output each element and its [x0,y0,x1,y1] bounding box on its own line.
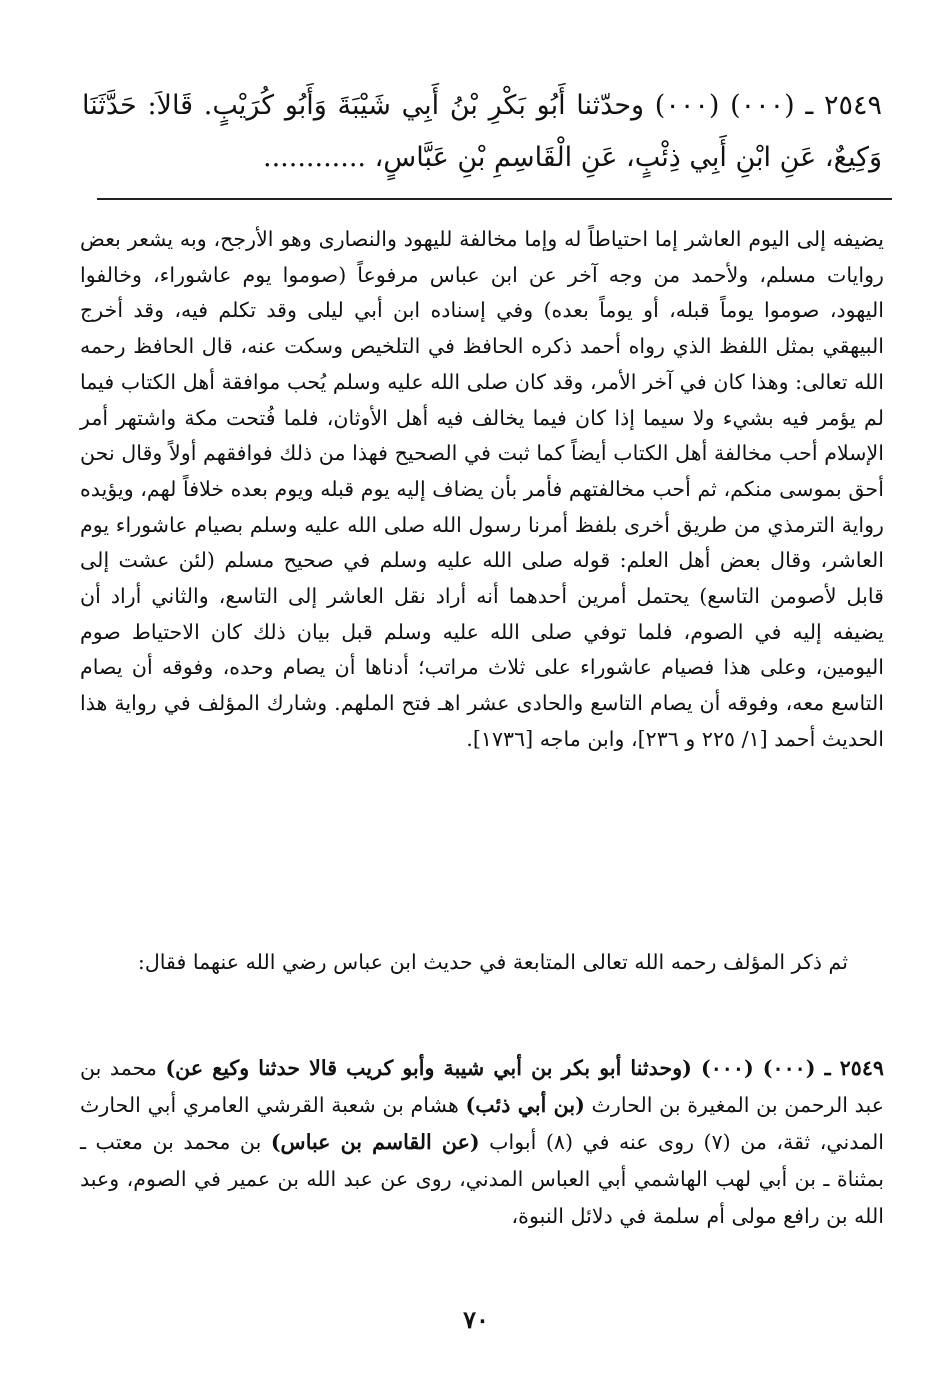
commentary-block [80,222,884,758]
top-hadith-text [82,80,882,184]
chain-text-2: هشام بن شعبة القرشي العامري أبي الحارث المدني، ثقة، من (٧) روى عنه في (٨) أبواب [80,1093,884,1154]
commentary-paragraph: يضيفه إلى اليوم العاشر إما احتياطاً له وإما مخالفة لليهود والنصارى وهو الأرجح، وبه يشعر بعض روايات مسلم، ولأحمد من وجه آخر عن ابن عباس مرفوعاً (صوموا يوم عاشوراء، وخالفوا اليهود، صوموا يوماً قبله، أو يوماً بعده) وفي إسناده ابن أبي ليلى وقد تكلم فيه، وقد أخرج البيهقي بمثل اللفظ الذي رواه أحمد ذكره الحافظ في التلخيص وسكت عنه، قال الحافظ رحمه الله تعالى: وهذا كان في آخر الأمر، وقد كان صلى الله عليه وسلم يُحب موافقة أهل الكتاب فيما لم يؤمر فيه بشيء ولا سيما إذا كان فيما يخالف فيه أهل الأوثان، فلما فُتحت مكة واشتهر أمر الإسلام أحب مخالفة أهل الكتاب أيضاً كما ثبت في الصحيح فهذا من ذلك فوافقهم أولاً وقال نحن أحق بموسى منكم، ثم أحب مخالفتهم فأمر بأن يضاف إليه يوم قبله ويوم بعده خلافاً لهم، ويؤيده رواية الترمذي من طريق أخرى بلفظ أمرنا رسول الله صلى الله عليه وسلم بصيام عاشوراء يوم العاشر، وقال بعض أهل العلم: قوله صلى الله عليه وسلم في صحيح مسلم (لئن عشت إلى قابل لأصومن التاسع) يحتمل أمرين أحدهما أنه أراد نقل العاشر إلى التاسع، والثاني أراد أن يضيفه إليه في الصوم، فلما توفي صلى الله عليه وسلم قبل بيان ذلك كان الاحتياط صوم اليومين، وعلى هذا فصيام عاشوراء على ثلاث مراتب؛ أدناها أن يصام وحده، وفوقه أن يصام التاسع معه، وفوقه أن يصام التاسع والحادى عشر اهـ فتح الملهم. وشارك المؤلف في رواية هذا الحديث أحمد [١/ ٢٢٥ و ٢٣٦]، وابن ماجه [١٧٣٦]. [80,227,884,751]
page-number: ٧٠ [463,1305,489,1334]
chain-bold-narrator-1: (بن أبي ذئب) [465,1093,585,1117]
footnote-divider [97,198,892,200]
chain-commentary-block [80,1050,884,1235]
chain-text-1: محمد بن عبد الرحمن بن المغيرة بن الحارث [80,1056,884,1117]
chain-commentary-paragraph [80,1050,884,1235]
chain-bold-narrator-2: (عن القاسم بن عباس) [270,1130,480,1154]
top-hadith-paragraph: ٢٥٤٩ ـ (٠٠٠) (٠٠٠) وحدّثنا أَبُو بَكْرِ بْنُ أَبِي شَيْبَةَ وَأَبُو كُرَيْبٍ. قَالاَ: حَدَّثَنَا وَكِيعٌ، عَنِ ابْنِ أَبِي ذِئْبٍ، عَنِ الْقَاسِمِ بْنِ عَبَّاسٍ، ............ [82,90,882,173]
chain-text-3: بن محمد بن معتب ـ بمثناة ـ بن أبي لهب الهاشمي أبي العباس المدني، روى عن عبد الله بن عمير في الصوم، وعبد الله بن رافع مولى أم سلمة في دلائل النبوة، [80,1130,884,1228]
intro-paragraph: ثم ذكر المؤلف رحمه الله تعالى المتابعة في حديث ابن عباس رضي الله عنهما فقال: [137,950,848,974]
chain-bold-opening: ٢٥٤٩ ـ (٠٠٠) (٠٠٠) (وحدثنا أبو بكر بن أبي شيبة وأبو كريب قالا حدثنا وكيع عن) [165,1056,884,1080]
intro-block [80,944,884,980]
